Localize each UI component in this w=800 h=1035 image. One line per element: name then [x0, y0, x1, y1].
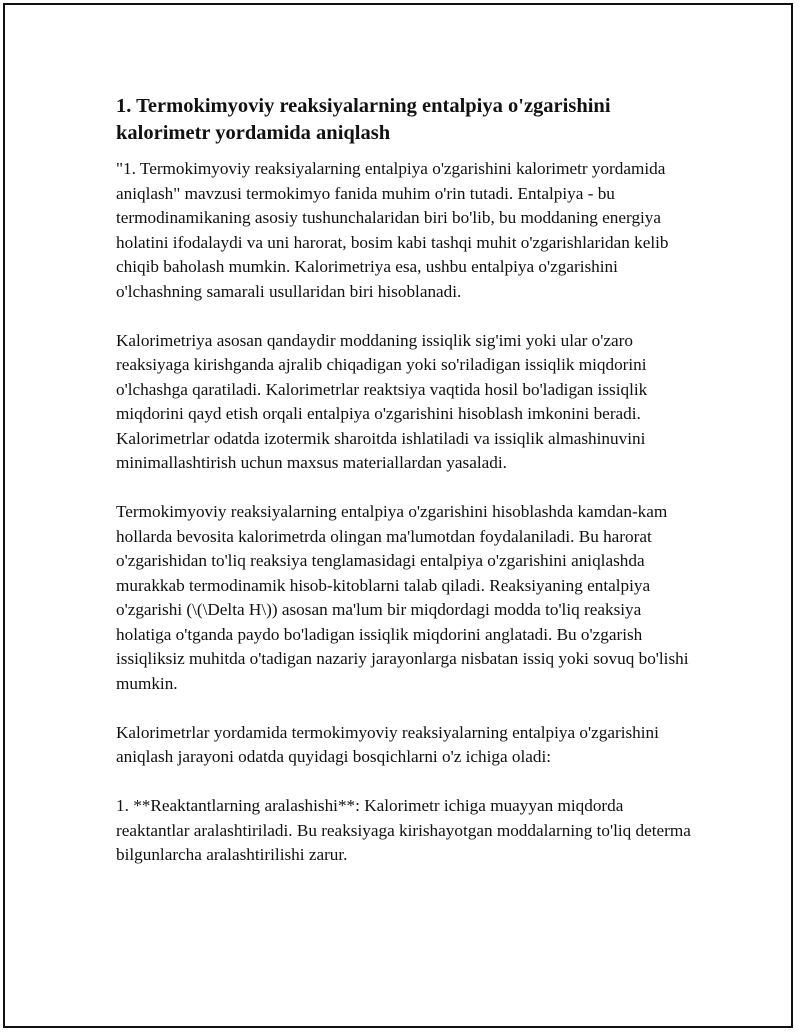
paragraph-calorimetry: Kalorimetriya asosan qandaydir moddaning issiqlik sig'imi yoki ular o'zaro reaksiyaga kirishganda ajralib chiqadigan yoki so'riladigan issiqlik miqdorini o'lchashga qaratiladi. Kalorimetrlar reaktsiya vaqtida hosil bo'ladigan issiqlik miqdorini qayd etish orqali entalpiya o'zgarishini hisoblash imkonini beradi. Kalorimetrlar odatda izotermik sharoitda ishlatiladi va issiqlik almashinuvini minimallashtirish uchun maxsus materiallardan yasaladi.: [116, 330, 648, 472]
paragraph-enthalpy-change: Termokimyoviy reaksiyalarning entalpiya o'zgarishini hisoblashda kamdan-kam hollarda bevosita kalorimetrda olingan ma'lumotdan foydalaniladi. Bu harorat o'zgarishidan to'liq reaksiya tenglamasidagi entalpiya o'zgarishini aniqlashda murakkab termodinamik hisob-kitoblarni talab qiladi. Reaksiyaning entalpiya o'zgarishi (\(\Delta H\)) asosan ma'lum bir miqdordagi modda to'liq reaksiya holatiga o'tganda paydo bo'ladigan issiqlik miqdorini anglatadi. Bu o'zgarish issiqliksiz muhitda o'tadigan nazariy jarayonlarga nisbatan issiq yoki sovuq bo'lishi mumkin.: [116, 502, 689, 693]
document-title: 1. Termokimyoviy reaksiyalarning entalpiya o'zgarishini kalorimetr yordamida aniqlash: [116, 95, 611, 144]
paragraph-steps-intro: Kalorimetrlar yordamida termokimyoviy reaksiyalarning entalpiya o'zgarishini aniqlash jarayoni odatda quyidagi bosqichlarni o'z ichiga oladi:: [116, 722, 659, 766]
paragraph-intro: "1. Termokimyoviy reaksiyalarning entalpiya o'zgarishini kalorimetr yordamida aniqlash" mavzusi termokimyo fanida muhim o'rin tutadi. Entalpiya - bu termodinamikaning asosiy tushunchalaridan biri bo'lib, bu moddaning energiya holatini ifodalaydi va uni harorat, bosim kabi tashqi muhit o'zgarishlaridan kelib chiqib baholash mumkin. Kalorimetriya esa, ushbu entalpiya o'zgarishini o'lchashning samarali usullaridan biri hisoblanadi.: [116, 159, 669, 301]
document-body: [116, 93, 694, 868]
paragraph-step-1: 1. **Reaktantlarning aralashishi**: Kalorimetr ichiga muayyan miqdorda reaktantlar aralashtiriladi. Bu reaksiyaga kirishayotgan moddalarning to'liq determa bilgunlarcha aralashtirilishi zarur.: [116, 796, 691, 864]
